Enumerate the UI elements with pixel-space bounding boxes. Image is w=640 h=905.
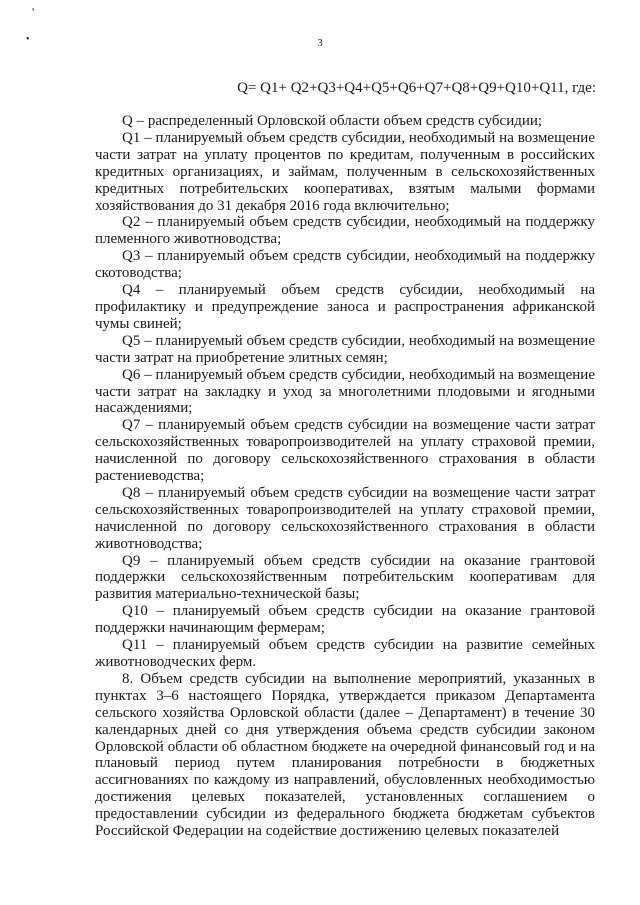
paragraph-8: 8. Объем средств субсидии на выполнение мероприятий, указанных в пунктах 3–6 настоящего Порядка, утверждается приказом Департамента сельского хозяйства Орловской области (далее – Департамент) в течение 30 календарных дней со дня утверждения объема средств субсидии законом Орловской области об областном бюджете на очередной финансовый год и на плановый период путем планирования потребности в бюджетных ассигнованиях по каждому из направлений, обусловленных необходимостью достижения целевых показателей, установленных соглашением о предоставлении субсидии из федерального бюджета бюджетам субъектов Российской Федерации на содействие достижению целевых показателей bbox=[95, 670, 595, 840]
page-number: 3 bbox=[317, 37, 323, 49]
margin-mark: ' bbox=[30, 5, 38, 19]
definitions-list bbox=[95, 113, 595, 671]
definition-q8: Q8 – планируемый объем средств субсидии на возмещение части затрат сельскохозяйственных товаропроизводителей на уплату страховой премии, начисленной по договору сельскохозяйственного страхования в области животноводства; bbox=[95, 484, 595, 552]
definition-q7: Q7 – планируемый объем средств субсидии на возмещение части затрат сельскохозяйственных товаропроизводителей на уплату страховой премии, начисленной по договору сельскохозяйственного страхования в области растениеводства; bbox=[95, 417, 595, 485]
document-body bbox=[95, 113, 595, 840]
definition-q2: Q2 – планируемый объем средств субсидии, необходимый на поддержку племенного животноводства; bbox=[95, 214, 595, 248]
definition-q5: Q5 – планируемый объем средств субсидии, необходимый на возмещение части затрат на приобретение элитных семян; bbox=[95, 332, 595, 366]
definition-q10: Q10 – планируемый объем средств субсидии на оказание грантовой поддержки начинающим фермерам; bbox=[95, 603, 595, 637]
definition-q: Q – распределенный Орловской области объем средств субсидии; bbox=[122, 113, 543, 129]
formula: Q= Q1+ Q2+Q3+Q4+Q5+Q6+Q7+Q8+Q9+Q10+Q11, где: bbox=[237, 80, 596, 96]
definition-q1: Q1 – планируемый объем средств субсидии, необходимый на возмещение части затрат на уплату процентов по кредитам, полученным в российских кредитных организациях, и займам, полученным в сельскохозяйственных кредитных потребительских кооперативах, взятым малыми формами хозяйствования до 31 декабря 2016 года включительно; bbox=[95, 129, 595, 214]
definition-q4: Q4 – планируемый объем средств субсидии, необходимый на профилактику и предупреждение заноса и распространения африканской чумы свиней; bbox=[95, 282, 595, 332]
definition-q6: Q6 – планируемый объем средств субсидии, необходимый на возмещение части затрат на закладку и уход за многолетними плодовыми и ягодными насаждениями; bbox=[95, 366, 595, 417]
definition-q11: Q11 – планируемый объем средств субсидии на развитие семейных животноводческих ферм. bbox=[95, 637, 595, 670]
definition-q9: Q9 – планируемый объем средств субсидии на оказание грантовой поддержки сельскохозяйственным потребительским кооперативам для развития материально-технической базы; bbox=[95, 552, 595, 603]
margin-mark: • bbox=[26, 34, 30, 45]
definition-q3: Q3 – планируемый объем средств субсидии, необходимый на поддержку скотоводства; bbox=[95, 248, 595, 282]
